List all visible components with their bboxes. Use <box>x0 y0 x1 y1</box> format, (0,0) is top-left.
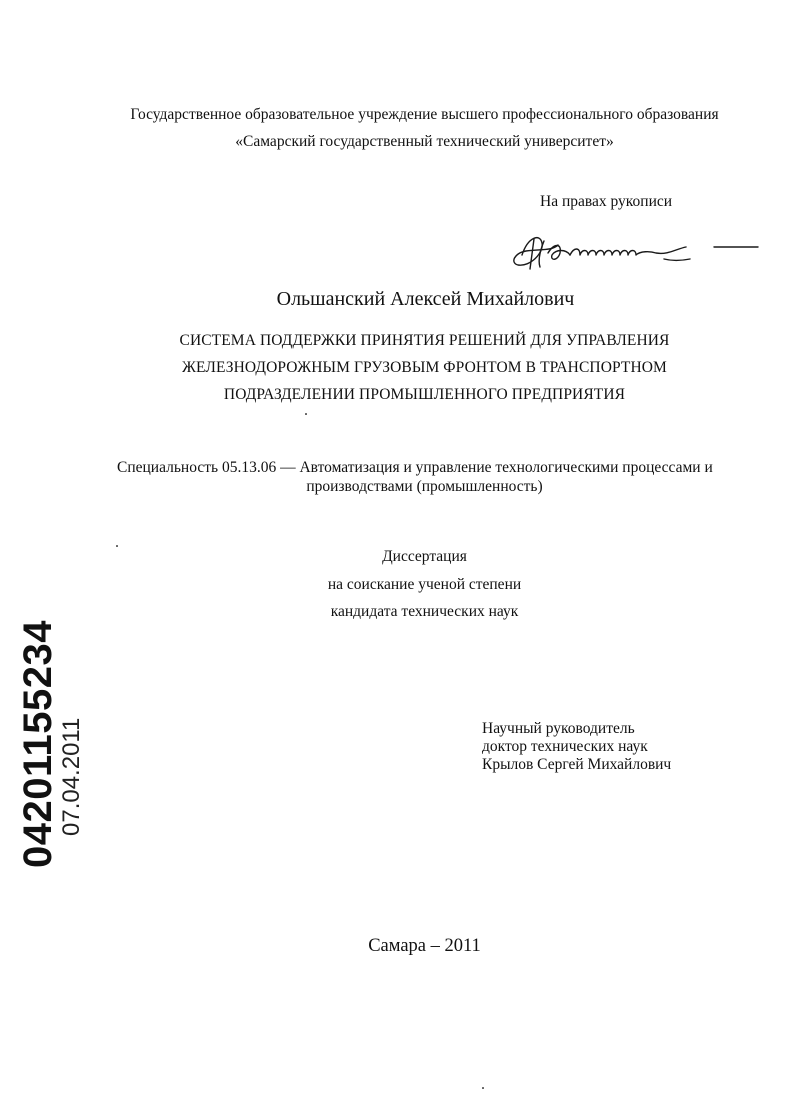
advisor-role: Научный руководитель <box>482 720 635 737</box>
advisor-degree: доктор технических наук <box>482 738 648 755</box>
dissertation-title-line: СИСТЕМА ПОДДЕРЖКИ ПРИНЯТИЯ РЕШЕНИЙ ДЛЯ УПРАВЛЕНИЯ <box>179 332 670 349</box>
city-and-year: Самара – 2011 <box>368 936 481 956</box>
manuscript-rights-note: На правах рукописи <box>540 193 673 210</box>
degree-purpose: на соискание ученой степени <box>327 576 522 593</box>
specialty-line-2: производствами (промышленность) <box>306 478 543 495</box>
handwritten-signature <box>500 225 760 280</box>
scan-speck <box>116 545 118 547</box>
scan-speck <box>305 413 307 415</box>
document-type: Диссертация <box>382 548 467 565</box>
institution-name-line-2: «Самарский государственный технический университет» <box>235 133 614 150</box>
institution-name-line-1: Государственное образовательное учреждение высшего профессионального образования <box>130 106 719 123</box>
advisor-name: Крылов Сергей Михайлович <box>482 756 672 773</box>
degree-name: кандидата технических наук <box>330 603 519 620</box>
specialty-line-1: Специальность 05.13.06 — Автоматизация и управление технологическими процессами и <box>117 459 713 476</box>
dissertation-title-line: ПОДРАЗДЕЛЕНИИ ПРОМЫШЛЕННОГО ПРЕДПРИЯТИЯ <box>223 386 626 403</box>
author-name: Ольшанский Алексей Михайлович <box>276 288 575 310</box>
dissertation-title-line: ЖЕЛЕЗНОДОРОЖНЫМ ГРУЗОВЫМ ФРОНТОМ В ТРАНСПОРТНОМ <box>182 359 667 376</box>
scan-speck <box>482 1087 484 1089</box>
library-stamp-number: 04201155234 <box>16 620 60 868</box>
library-stamp-date: 07.04.2011 <box>58 717 85 836</box>
